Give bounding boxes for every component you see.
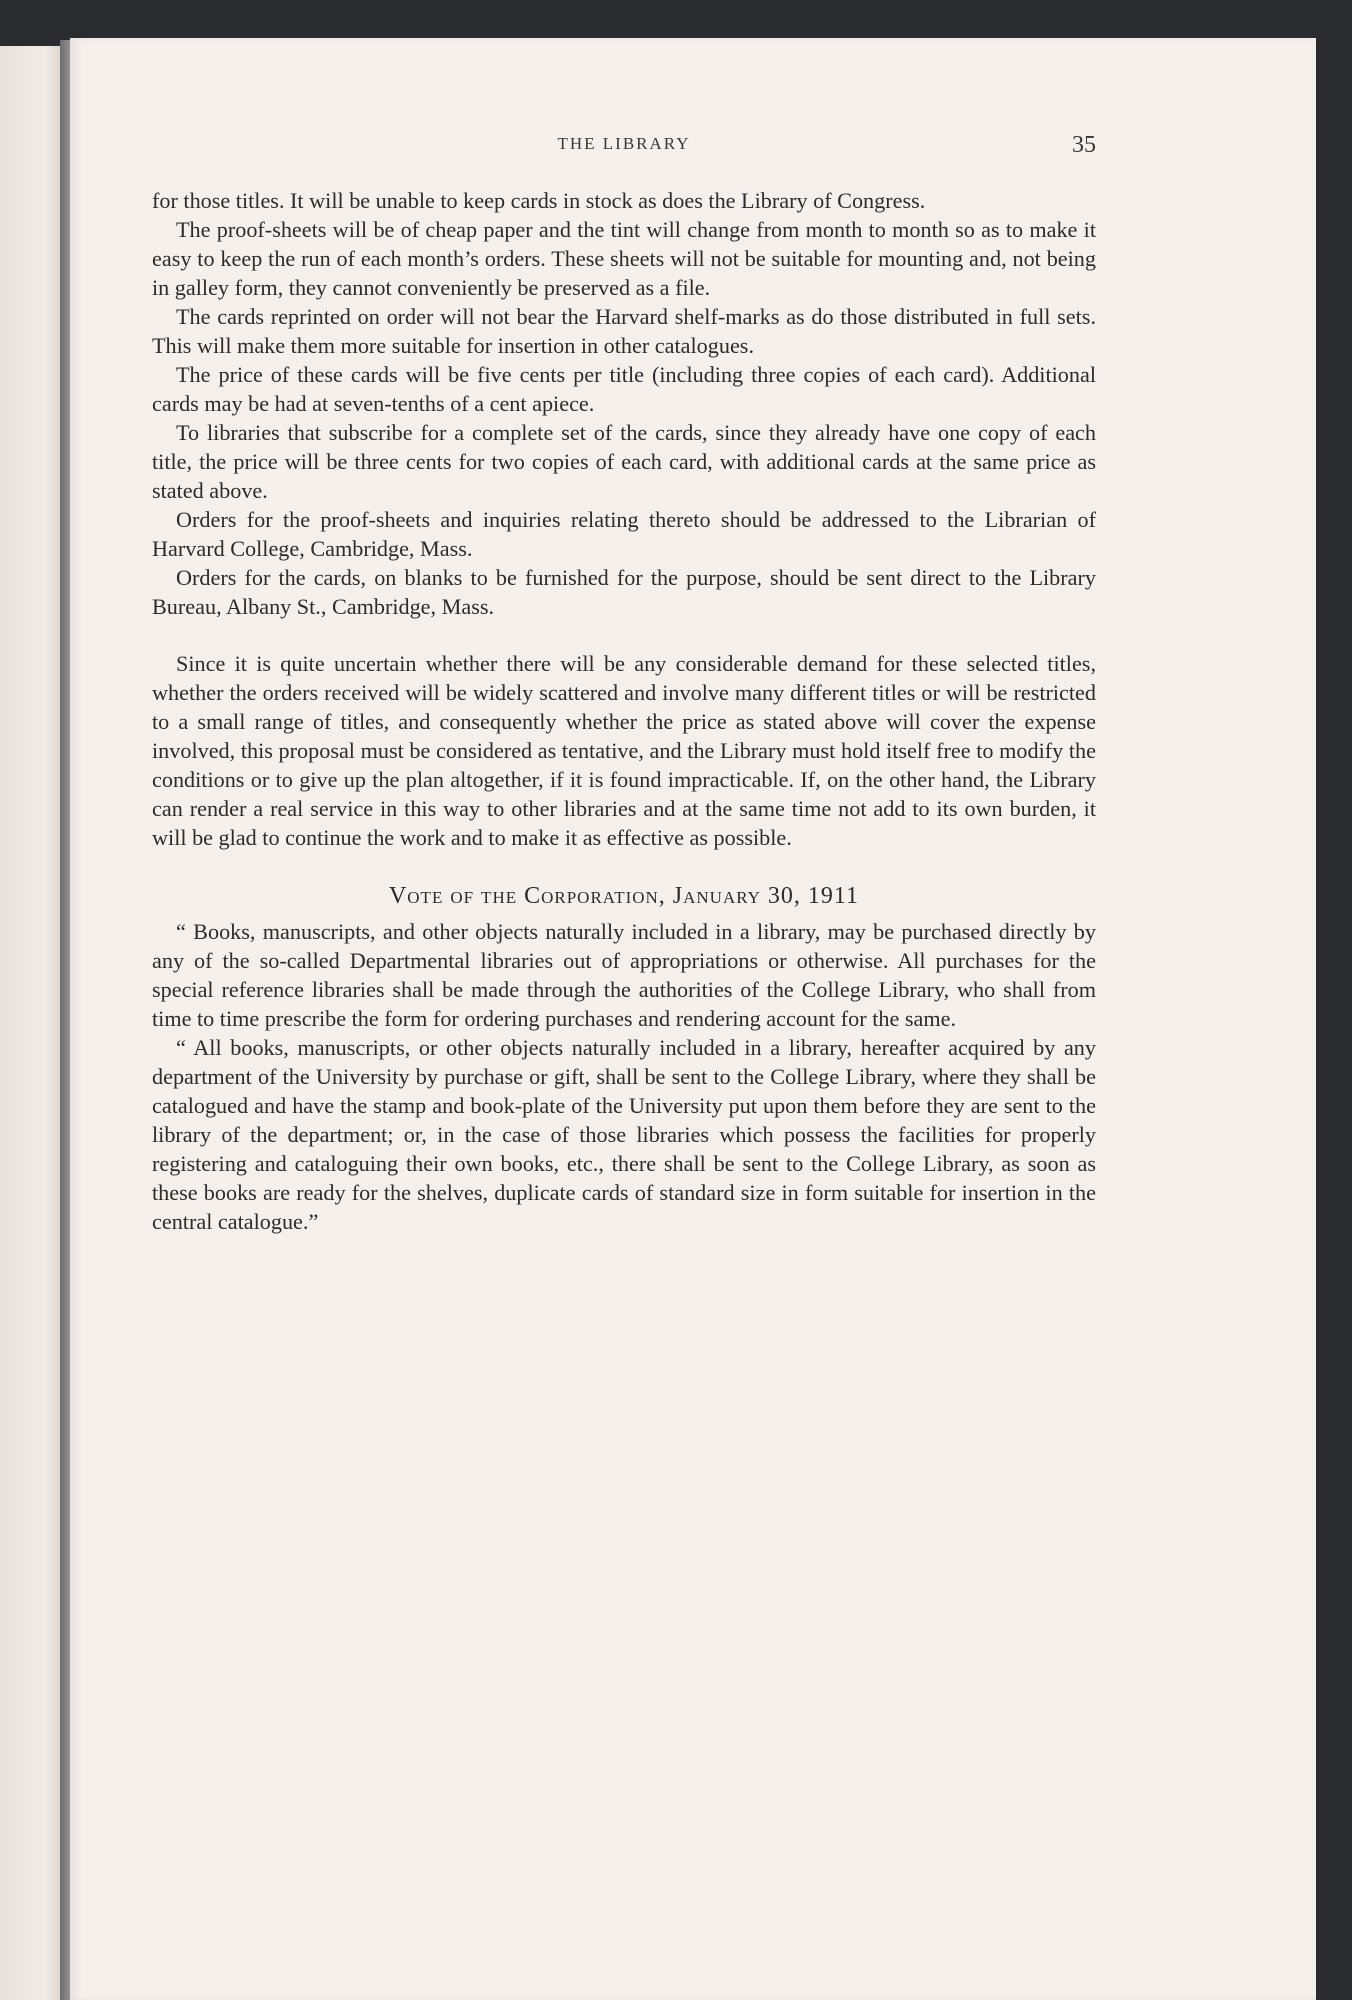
body-text: [152, 186, 1096, 1236]
paragraph: The price of these cards will be five cents per title (including three copies of each card). Additional cards may be had at seven-tenths of a cent apiece.: [152, 362, 1096, 416]
paragraph: Orders for the cards, on blanks to be furnished for the purpose, should be sent direct to the Library Bureau, Albany St., Cambridge, Mass.: [152, 565, 1096, 619]
paragraph: for those titles. It will be unable to keep cards in stock as does the Library of Congress.: [152, 188, 926, 213]
facing-page-edge: [0, 46, 64, 2000]
paragraph: Since it is quite uncertain whether there will be any considerable demand for these selected titles, whether the orders received will be widely scattered and involve many different titles or will be restricted to a small range of titles, and consequently whether the price as stated above will cover the expense involved, this proposal must be considered as tentative, and the Library must hold itself free to modify the conditions or to give up the plan altogether, if it is found impracticable. If, on the other hand, the Library can render a real service in this way to other libraries and at the same time not add to its own burden, it will be glad to continue the work and to make it as effective as possible.: [152, 651, 1096, 850]
page-header: [152, 132, 1096, 172]
paragraph: The cards reprinted on order will not bear the Harvard shelf-marks as do those distributed in full sets. This will make them more suitable for insertion in other catalogues.: [152, 304, 1096, 358]
page-number: 35: [1072, 132, 1096, 158]
running-head: THE LIBRARY: [557, 134, 691, 153]
paragraph: The proof-sheets will be of cheap paper and the tint will change from month to month so as to make it easy to keep the run of each month’s orders. These sheets will not be suitable for mounting and, not being in galley form, they cannot conveniently be preserved as a file.: [152, 217, 1096, 300]
quoted-paragraph: “ Books, manuscripts, and other objects naturally included in a library, may be purchased directly by any of the so-called Departmental libraries out of appropriations or otherwise. All purchases for the special reference libraries shall be made through the authorities of the College Library, who shall from time to time prescribe the form for ordering purchases and rendering account for the same.: [152, 919, 1096, 1031]
paragraph: Orders for the proof-sheets and inquiries relating thereto should be addressed to the Librarian of Harvard College, Cambridge, Mass.: [152, 507, 1096, 561]
paragraph: To libraries that subscribe for a complete set of the cards, since they already have one copy of each title, the price will be three cents for two copies of each card, with additional cards at the same price as stated above.: [152, 420, 1096, 503]
quoted-paragraph: “ All books, manuscripts, or other objects naturally included in a library, hereafter acquired by any department of the University by purchase or gift, shall be sent to the College Library, where they shall be catalogued and have the stamp and book-plate of the University put upon them before they are sent to the library of the department; or, in the case of those libraries which possess the facilities for properly registering and cataloguing their own books, etc., there shall be sent to the College Library, as soon as these books are ready for the shelves, duplicate cards of standard size in form suitable for insertion in the central catalogue.”: [152, 1035, 1096, 1234]
section-heading: Vote of the Corporation, January 30, 1911: [388, 883, 860, 909]
